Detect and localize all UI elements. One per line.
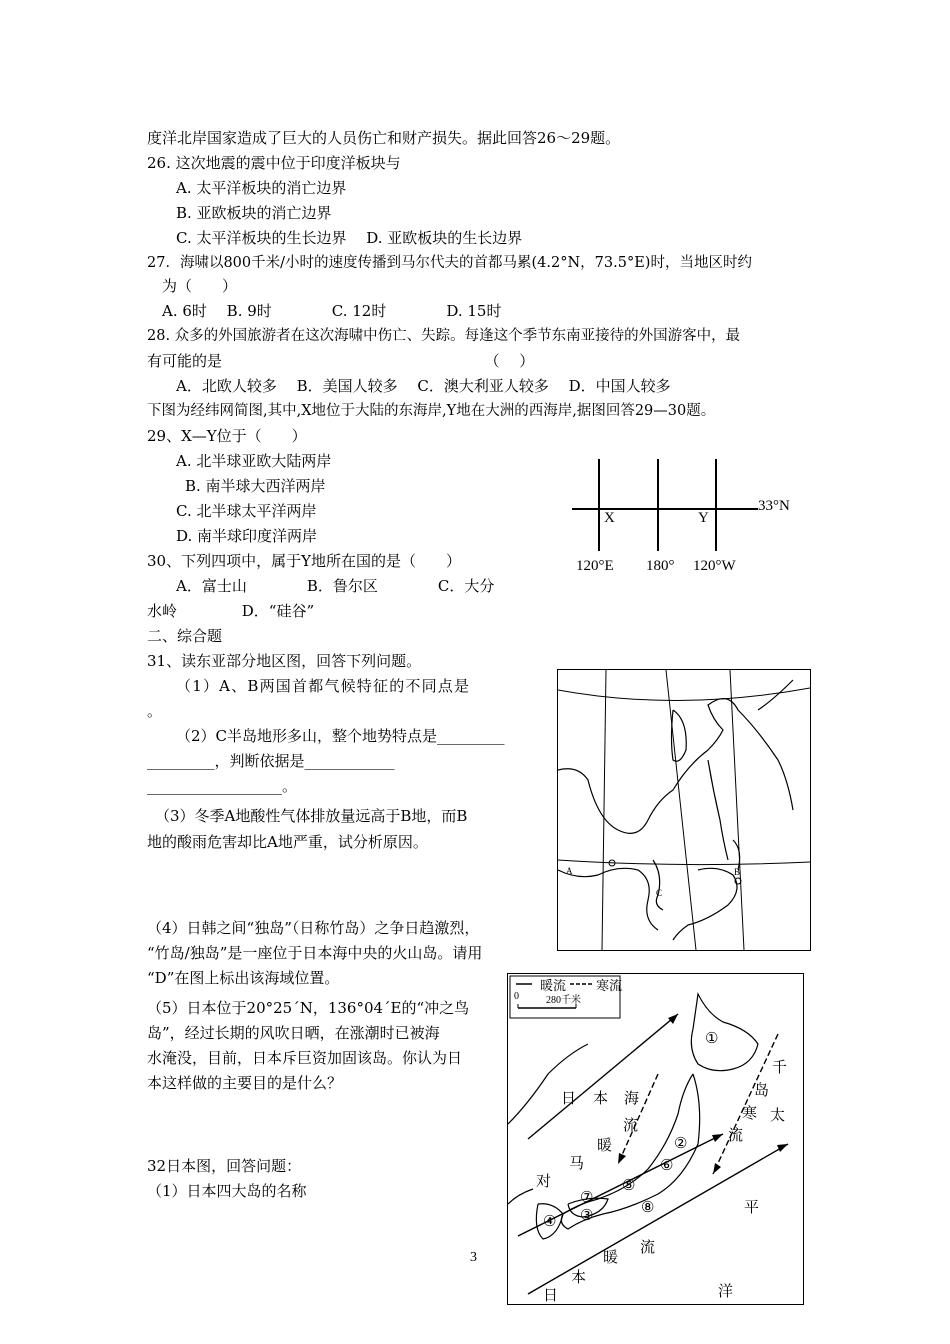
sea-label-3: 流 bbox=[623, 1118, 639, 1134]
q29-stem: 29、X—Y位于（ ） bbox=[147, 427, 307, 445]
page-number: 3 bbox=[470, 1250, 477, 1265]
q30-options-line2: 水岭 D．“硅谷” bbox=[147, 602, 315, 620]
sea-label-7: 千 bbox=[772, 1060, 788, 1076]
map1-label-a: A bbox=[566, 866, 573, 876]
sea-label-11: 太 bbox=[770, 1108, 786, 1124]
grid-meridian-3 bbox=[715, 459, 717, 551]
grid-lon1-label: 120°E bbox=[576, 558, 614, 574]
grid-lon2-label: 180° bbox=[646, 558, 675, 574]
island-circle-6: ⑥ bbox=[660, 1158, 674, 1174]
q30-options-line1: A．富士山 B．鲁尔区 C．大分 bbox=[176, 577, 495, 595]
q31-p2b: _________，判断依据是____________ bbox=[147, 752, 395, 770]
grid-meridian-2 bbox=[657, 459, 659, 551]
island-circle-4: ④ bbox=[543, 1214, 557, 1230]
q31-p3b: 地的酸雨危害却比A地严重，试分析原因。 bbox=[147, 833, 428, 851]
island-circle-1: ① bbox=[705, 1031, 719, 1047]
island-circle-8: ⑧ bbox=[641, 1200, 655, 1216]
scale-label: 280千米 bbox=[546, 995, 581, 1006]
q29-option-b: B. 南半球大西洋两岸 bbox=[185, 477, 326, 495]
sea-label-15: 本 bbox=[571, 1270, 587, 1286]
q31-p4b: “竹岛/独岛”是一座位于日本海中央的火山岛。请用 bbox=[147, 944, 483, 962]
sea-label-8: 岛 bbox=[754, 1083, 770, 1099]
legend-cold: 寒流 bbox=[596, 978, 623, 993]
q31-p5c: 水淹没，目前，日本斥巨资加固该岛。你认为日 bbox=[147, 1049, 463, 1067]
q28-stem2: 有可能的是 （ ） bbox=[147, 352, 535, 370]
island-circle-7: ⑦ bbox=[580, 1190, 594, 1206]
q31-p1b: 。 bbox=[147, 702, 163, 720]
island-circle-3: ③ bbox=[580, 1208, 594, 1224]
intro-tail: 度洋北岸国家造成了巨大的人员伤亡和财产损失。据此回答26～29题。 bbox=[147, 129, 621, 147]
q31-p2c: __________________。 bbox=[147, 777, 298, 795]
q27-stem2: 为（ ） bbox=[162, 277, 238, 295]
east-asia-map-drawing bbox=[558, 670, 810, 950]
sea-label-16: 日 bbox=[543, 1288, 559, 1304]
q29-option-a: A. 北半球亚欧大陆两岸 bbox=[176, 452, 332, 470]
grid-parallel bbox=[572, 508, 758, 510]
intro-29-30: 下图为经纬网简图,其中,X地位于大陆的东海岸,Y地在大洲的西海岸,据图回答29—30题。 bbox=[147, 403, 716, 419]
map1-label-c: C bbox=[656, 888, 663, 898]
grid-meridian-1 bbox=[598, 459, 600, 551]
grid-lon3-label: 120°W bbox=[693, 558, 736, 574]
sea-label-5: 马 bbox=[569, 1156, 585, 1172]
east-asia-map bbox=[557, 669, 811, 951]
q31-p3: （3）冬季A地酸性气体排放量远高于B地，而B bbox=[155, 807, 468, 825]
q32-stem: 32日本图，回答问题： bbox=[147, 1157, 302, 1175]
grid-x-label: X bbox=[604, 510, 615, 526]
sea-label-0: 日 bbox=[561, 1091, 577, 1107]
q31-p5b: 岛”，经过长期的风吹日晒，在涨潮时已被海 bbox=[147, 1024, 440, 1042]
q32-p1: （1）日本四大岛的名称 bbox=[147, 1182, 307, 1200]
q31-p4c: “D”在图上标出该海域位置。 bbox=[147, 969, 340, 987]
map1-label-b: B bbox=[734, 867, 741, 877]
japan-map bbox=[507, 973, 804, 1305]
q29-option-c: C. 北半球太平洋两岸 bbox=[176, 502, 317, 520]
sea-label-12: 平 bbox=[744, 1200, 760, 1216]
sea-label-1: 本 bbox=[593, 1091, 609, 1107]
grid-y-label: Y bbox=[698, 510, 709, 526]
q31-p1: （1）A、B两国首都气候特征的不同点是 bbox=[176, 677, 471, 695]
island-circle-2: ② bbox=[674, 1136, 688, 1152]
sea-label-13: 暖 bbox=[603, 1250, 619, 1266]
q28-stem: 28. 众多的外国旅游者在这次海啸中伤亡、失踪。每逢这个季节东南亚接待的外国游客中，最 bbox=[147, 328, 741, 344]
sea-label-14: 流 bbox=[640, 1240, 656, 1256]
q26-option-b: B. 亚欧板块的消亡边界 bbox=[176, 204, 332, 222]
q27-stem: 27．海啸以800千米/小时的速度传播到马尔代夫的首都马累(4.2°N，73.5°E)时，当地区时约 bbox=[147, 255, 752, 271]
sea-label-6: 对 bbox=[536, 1174, 552, 1190]
q31-p5d: 本这样做的主要目的是什么？ bbox=[147, 1074, 343, 1092]
sea-label-4: 暖 bbox=[597, 1138, 613, 1154]
q26-stem: 26. 这次地震的震中位于印度洋板块与 bbox=[147, 154, 401, 172]
island-circle-5: ⑤ bbox=[622, 1178, 636, 1194]
legend-warm: 暖流 bbox=[540, 978, 567, 993]
q31-p5: （5）日本位于20°25´N，136°04´E的“冲之鸟 bbox=[147, 999, 470, 1017]
q26-option-cd: C. 太平洋板块的生长边界 D. 亚欧板块的生长边界 bbox=[176, 229, 523, 247]
scale-zero: 0 bbox=[514, 991, 519, 1002]
q31-p2: （2）C半岛地形多山，整个地势特点是_________ bbox=[176, 727, 505, 745]
section2-heading: 二、综合题 bbox=[147, 627, 223, 645]
sea-label-9: 寒 bbox=[742, 1106, 758, 1122]
japan-map-drawing bbox=[508, 974, 803, 1304]
q31-p4: （4）日韩之间“独岛”（日称竹岛）之争日趋激烈， bbox=[147, 919, 480, 937]
sea-label-10: 流 bbox=[728, 1128, 744, 1144]
q30-stem: 30、下列四项中，属于Y地所在国的是（ ） bbox=[147, 552, 461, 570]
grid-lat-label: 33°N bbox=[758, 498, 790, 514]
q28-options: A．北欧人较多 B．美国人较多 C．澳大利亚人较多 D．中国人较多 bbox=[176, 377, 671, 395]
q29-option-d: D. 南半球印度洋两岸 bbox=[176, 527, 318, 545]
sea-label-17: 洋 bbox=[718, 1284, 734, 1300]
q26-option-a: A. 太平洋板块的消亡边界 bbox=[176, 179, 347, 197]
q27-options: A. 6时 B. 9时 C. 12时 D. 15时 bbox=[162, 302, 502, 320]
q31-stem: 31、读东亚部分地区图，回答下列问题。 bbox=[147, 652, 422, 670]
sea-label-2: 海 bbox=[624, 1091, 640, 1107]
